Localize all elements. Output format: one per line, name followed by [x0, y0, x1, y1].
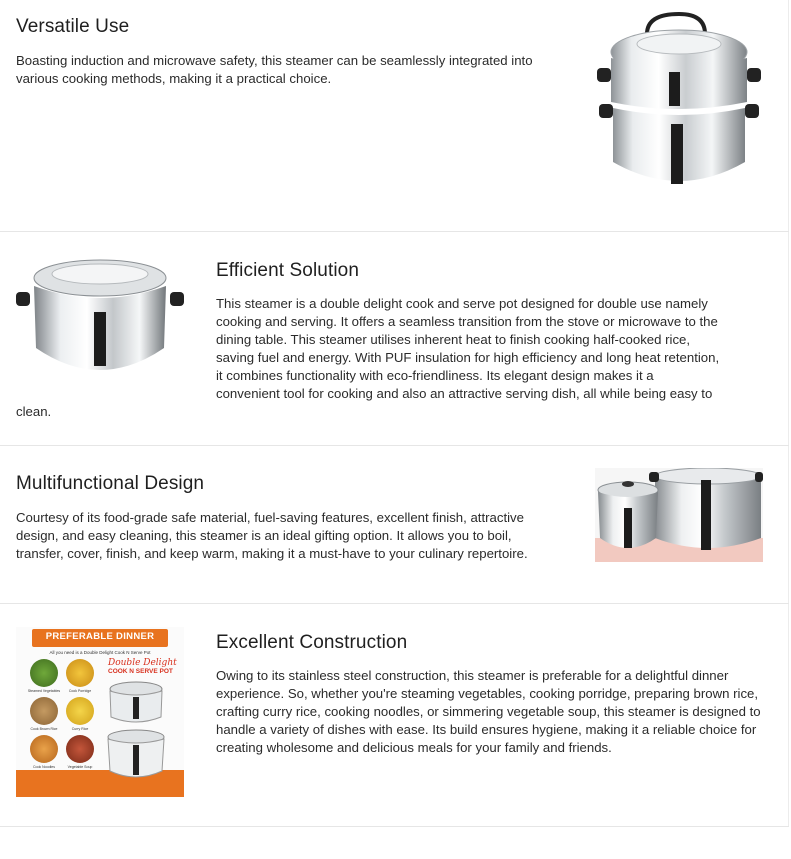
section-title: Efficient Solution: [216, 260, 359, 281]
section-title: Versatile Use: [16, 16, 130, 37]
poster-brand-name: Double Delight: [108, 658, 177, 668]
steamer-pair-image: [595, 468, 763, 562]
section-body: Owing to its stainless steel construction, this steamer is preferable for a delightful dinner experience. So, whether you're steaming vegetables, cooking porridge, preparing brown rice, crafting curry rice, cooking noodles, or simmering vegetable soup, this steamer is designed to handle a variety of dishes with ease. Its build ensures hygiene, making it a reliable choice for creating wholesome and delicious meals for your family and friends.: [216, 668, 761, 755]
poster-steamer-illustration: [104, 679, 168, 787]
poster-subtitle: All you need is a Double Delight Cook N Serve Pot: [49, 650, 151, 655]
poster-title: PREFERABLE DINNER: [45, 631, 155, 642]
feature-section-multifunctional-design: [0, 446, 789, 603]
section-body: Courtesy of its food-grade safe material, fuel-saving features, excellent finish, attractive design, and easy cleaning, this steamer is an ideal gifting option. It allows you to boil, transfer, cover, finish, and keep warm, making it a must-have to your culinary repertoire.: [16, 510, 528, 561]
preferable-dinner-poster-image: [16, 627, 184, 797]
dish-curry-rice: [66, 697, 94, 725]
dish-cook-porridge: [66, 659, 94, 687]
section-body-line: it combines functionality with eco-friendliness. Its elegant design makes it a: [216, 368, 654, 383]
dish-label: Vegetable Soup: [67, 765, 93, 769]
dish-brown-rice: [30, 697, 58, 725]
section-body-line: saving fuel and energy. With PUF insulation for high efficiency and long heat retention,: [216, 350, 720, 365]
section-body-line: clean.: [16, 404, 52, 419]
section-body: Boasting induction and microwave safety, this steamer can be seamlessly integrated into various cooking methods, making it a practical choice.: [16, 53, 533, 86]
poster-brand-tagline: COOK N SERVE POT: [108, 668, 173, 675]
section-divider: [0, 826, 789, 827]
dish-steamed-vegetables: [30, 659, 58, 687]
dish-label: Cook Noodles: [33, 765, 55, 769]
dish-label: Curry Rice: [71, 727, 89, 731]
dish-label: Cook Porridge: [68, 689, 92, 693]
section-body-line: This steamer is a double delight cook and serve pot designed for double use namely: [216, 296, 708, 311]
dish-vegetable-soup: [66, 735, 94, 763]
steamer-two-tier-image: [595, 12, 765, 200]
section-body-line: dining table. This steamer utilises inherent heat to finish cooking half-cooked rice,: [216, 332, 691, 347]
dish-cook-noodles: [30, 735, 58, 763]
section-title: Excellent Construction: [216, 632, 408, 653]
feature-section-efficient-solution: [0, 232, 789, 445]
section-body-line: convenient tool for cooking and also an attractive serving dish, all while being easy to: [216, 386, 713, 401]
steamer-with-lid-image: [16, 252, 184, 384]
feature-section-versatile-use: [0, 0, 789, 231]
dish-label: Steamed Vegetables: [27, 689, 61, 693]
section-body-line: cooking and serving. It offers a seamless transition from the stove or microwave to the: [216, 314, 718, 329]
section-title: Multifunctional Design: [16, 473, 205, 494]
dish-label: Cook Brown Rice: [30, 727, 58, 731]
